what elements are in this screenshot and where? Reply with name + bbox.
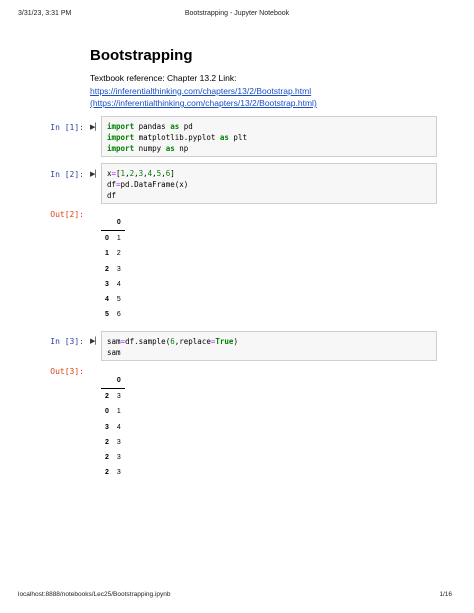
code-token: ) bbox=[233, 337, 238, 346]
code-line bbox=[107, 121, 431, 132]
code-token: pd bbox=[179, 122, 193, 131]
code-token: 1 bbox=[120, 169, 126, 178]
run-cell-icon[interactable]: ▶▏ bbox=[90, 123, 101, 131]
code-line bbox=[107, 336, 431, 347]
table-row bbox=[101, 450, 125, 465]
code-token: as bbox=[170, 122, 180, 131]
cell-value: 3 bbox=[116, 393, 121, 401]
code-cell-3[interactable] bbox=[101, 331, 437, 361]
row-index: 5 bbox=[105, 311, 109, 319]
code-line bbox=[107, 132, 431, 143]
code-token: pd.DataFrame(x) bbox=[120, 180, 189, 189]
code-token: import bbox=[107, 133, 135, 142]
code-token: = bbox=[111, 169, 117, 178]
cell-value: 5 bbox=[116, 296, 121, 304]
row-index: 3 bbox=[105, 280, 109, 288]
cell-value: 3 bbox=[116, 438, 121, 446]
cell-value: 6 bbox=[116, 311, 121, 319]
index-header bbox=[101, 215, 113, 231]
code-line bbox=[107, 347, 431, 358]
cell-value: 3 bbox=[116, 265, 121, 273]
table-row bbox=[101, 231, 125, 247]
code-token: sam bbox=[107, 348, 121, 357]
column-header: 0 bbox=[113, 373, 125, 389]
table-row bbox=[101, 465, 125, 480]
cell-value: 1 bbox=[116, 408, 121, 416]
row-index: 2 bbox=[105, 469, 109, 477]
code-token: x bbox=[107, 169, 112, 178]
code-token: sam bbox=[107, 337, 121, 346]
in-prompt-3: In [3]: bbox=[50, 337, 84, 346]
code-token: plt bbox=[228, 133, 247, 142]
code-token: , bbox=[161, 169, 166, 178]
code-line bbox=[107, 143, 431, 154]
code-line bbox=[107, 179, 431, 190]
code-token: np bbox=[174, 144, 189, 153]
row-index: 2 bbox=[105, 265, 109, 273]
code-token: pandas bbox=[134, 122, 171, 131]
cell-value: 1 bbox=[116, 235, 121, 243]
code-token: , bbox=[134, 169, 139, 178]
code-token: = bbox=[210, 337, 216, 346]
in-prompt-1: In [1]: bbox=[50, 123, 84, 132]
code-cell-1[interactable] bbox=[101, 116, 437, 157]
row-index: 3 bbox=[105, 423, 109, 431]
code-token: df bbox=[107, 180, 117, 189]
reference-link-parenthetical[interactable]: (https://inferentialthinking.com/chapters/13/2/Bootstrap.html) bbox=[90, 98, 317, 108]
table-header-row bbox=[101, 215, 125, 231]
cell-value: 4 bbox=[116, 280, 121, 288]
code-token: as bbox=[165, 144, 175, 153]
code-line bbox=[107, 190, 431, 201]
code-token: , bbox=[143, 169, 148, 178]
out-prompt-3: Out[3]: bbox=[50, 367, 84, 376]
code-token: 6 bbox=[165, 169, 171, 178]
code-token: = bbox=[120, 337, 126, 346]
code-token: 5 bbox=[156, 169, 162, 178]
code-token: numpy bbox=[134, 144, 166, 153]
table-row bbox=[101, 246, 125, 261]
print-header-datetime: 3/31/23, 3:31 PM bbox=[18, 10, 72, 17]
print-header-title: Bootstrapping - Jupyter Notebook bbox=[184, 10, 290, 17]
cell-value: 3 bbox=[116, 469, 121, 477]
table-row bbox=[101, 435, 125, 450]
code-token: , bbox=[152, 169, 157, 178]
in-prompt-2: In [2]: bbox=[50, 170, 84, 179]
code-token: , bbox=[125, 169, 130, 178]
code-token: as bbox=[219, 133, 229, 142]
dataframe-output-3 bbox=[101, 373, 125, 480]
table-row bbox=[101, 262, 125, 277]
cell-value: 2 bbox=[116, 250, 121, 258]
reference-block bbox=[90, 72, 317, 110]
row-index: 2 bbox=[105, 393, 109, 401]
code-token: 3 bbox=[138, 169, 144, 178]
code-token: [ bbox=[116, 169, 121, 178]
notebook-title: Bootstrapping bbox=[90, 47, 193, 64]
cell-value: 4 bbox=[116, 423, 121, 431]
row-index: 0 bbox=[105, 408, 109, 416]
dataframe-output-2 bbox=[101, 215, 125, 322]
table-row bbox=[101, 420, 125, 435]
table-row bbox=[101, 389, 125, 405]
index-header bbox=[101, 373, 113, 389]
print-footer-page: 1/16 bbox=[439, 591, 452, 598]
row-index: 0 bbox=[105, 235, 109, 243]
table-row bbox=[101, 404, 125, 419]
table-header-row bbox=[101, 373, 125, 389]
row-index: 4 bbox=[105, 296, 109, 304]
row-index: 1 bbox=[105, 250, 109, 258]
column-header: 0 bbox=[113, 215, 125, 231]
print-footer-url: localhost:8888/notebooks/Lec25/Bootstrapping.ipynb bbox=[18, 591, 171, 598]
code-token: import bbox=[107, 122, 135, 131]
reference-text: Textbook reference: Chapter 13.2 Link: bbox=[90, 73, 237, 83]
table-row bbox=[101, 277, 125, 292]
code-cell-2[interactable] bbox=[101, 163, 437, 204]
row-index: 2 bbox=[105, 454, 109, 462]
code-token: 2 bbox=[129, 169, 135, 178]
code-token: = bbox=[116, 180, 121, 189]
code-token: 6 bbox=[170, 337, 175, 346]
run-cell-icon[interactable]: ▶▏ bbox=[90, 337, 101, 345]
cell-value: 3 bbox=[116, 454, 121, 462]
table-row bbox=[101, 307, 125, 322]
code-token: 4 bbox=[147, 169, 153, 178]
code-token: import bbox=[107, 144, 135, 153]
out-prompt-2: Out[2]: bbox=[50, 210, 84, 219]
row-index: 2 bbox=[105, 438, 109, 446]
code-token: ,replace bbox=[174, 337, 211, 346]
run-cell-icon[interactable]: ▶▏ bbox=[90, 170, 101, 178]
code-line bbox=[107, 168, 431, 179]
reference-link[interactable]: https://inferentialthinking.com/chapters/13/2/Bootstrap.html bbox=[90, 85, 312, 96]
code-token: df.sample( bbox=[125, 337, 171, 346]
code-token: True bbox=[215, 337, 234, 346]
code-token: ] bbox=[170, 169, 175, 178]
table-row bbox=[101, 292, 125, 307]
code-token: matplotlib.pyplot bbox=[134, 133, 220, 142]
code-token: df bbox=[107, 191, 117, 200]
